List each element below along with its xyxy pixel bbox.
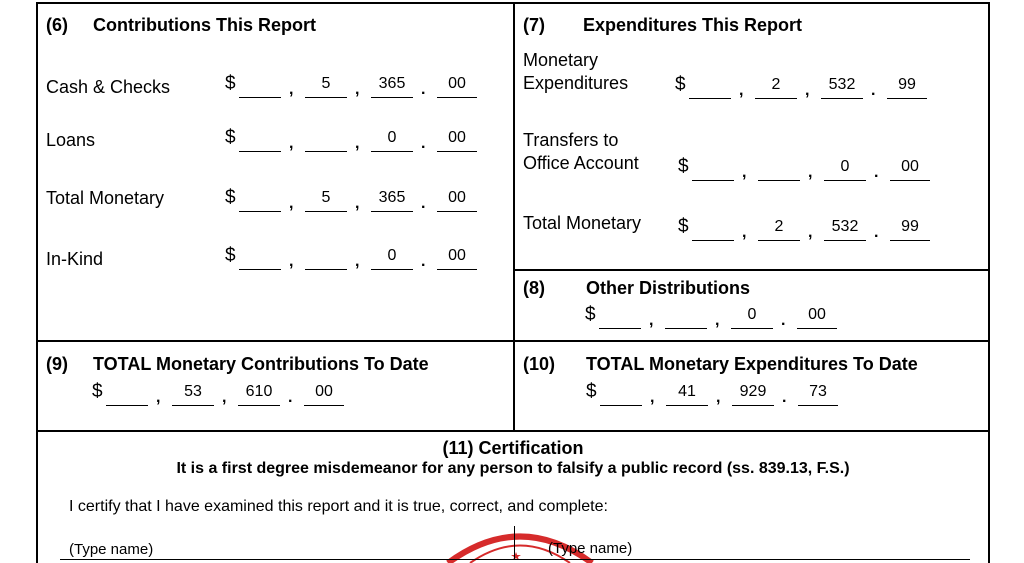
comma-separator: , [355,135,360,152]
decimal-point: . [421,81,426,98]
section-8-number: (8) [523,278,545,298]
label-total-monetary-6: Total Monetary [46,188,165,208]
label-loans: Loans [46,130,96,150]
amount-total-monetary-7-part-4[interactable]: 99 [890,218,930,241]
amount-transfers-part-4[interactable]: 00 [890,158,930,181]
decimal-point: . [288,389,293,406]
amount-total-expenditures-to-date-part-4[interactable]: 73 [798,383,838,406]
section-10-title: TOTAL Monetary Expenditures To Date [586,354,918,374]
amount-total-monetary-7-part-2[interactable]: 2 [758,218,800,241]
comma-separator: , [222,389,227,406]
section-10-number: (10) [523,354,556,374]
amount-total-monetary-6-part-2[interactable]: 5 [305,189,347,212]
section-9-title: TOTAL Monetary Contributions To Date [93,354,429,374]
amount-total-monetary-7-part-1[interactable] [692,218,734,241]
amount-total-contributions-to-date-part-1[interactable] [106,383,148,406]
comma-separator: , [808,224,813,241]
amount-in-kind-part-4[interactable]: 00 [437,247,477,270]
comma-separator: , [289,195,294,212]
amount-loans-part-3[interactable]: 0 [371,129,413,152]
amount-total-expenditures-to-date-part-2[interactable]: 41 [666,383,708,406]
decimal-point: . [874,164,879,181]
comma-separator: , [289,81,294,98]
dollar-sign: $ [678,216,689,237]
comma-separator: , [289,135,294,152]
label-expenditures: Expenditures [523,73,629,93]
label-cash-checks: Cash & Checks [46,77,171,97]
decimal-point: . [871,82,876,99]
middle-divider [513,2,515,430]
amount-other-distributions-part-1[interactable] [599,306,641,329]
decimal-point: . [782,389,787,406]
amount-in-kind-part-2[interactable] [305,247,347,270]
amount-total-monetary-7-part-3[interactable]: 532 [824,218,866,241]
comma-separator: , [355,195,360,212]
divider-7-8 [513,269,989,271]
amount-other-distributions-part-2[interactable] [665,306,707,329]
amount-cash-checks-part-3[interactable]: 365 [371,75,413,98]
decimal-point: . [874,224,879,241]
decimal-point: . [781,312,786,329]
amount-transfers-part-1[interactable] [692,158,734,181]
amount-in-kind-part-1[interactable] [239,247,281,270]
comma-separator: , [156,389,161,406]
decimal-point: . [421,253,426,270]
label-monetary: Monetary [523,50,599,70]
decimal-point: . [421,195,426,212]
label-office-account: Office Account [523,153,639,173]
amount-other-distributions-part-4[interactable]: 00 [797,306,837,329]
amount-transfers-part-3[interactable]: 0 [824,158,866,181]
comma-separator: , [649,312,654,329]
amount-loans-part-1[interactable] [239,129,281,152]
amount-loans-part-4[interactable]: 00 [437,129,477,152]
signature-line-right [515,559,970,560]
decimal-point: . [421,135,426,152]
divider-row-9 [37,340,989,342]
label-in-kind: In-Kind [46,249,104,269]
dollar-sign: $ [92,381,103,402]
section-8-title: Other Distributions [586,278,751,298]
signature-divider-tick [514,526,515,560]
amount-total-expenditures-to-date-part-1[interactable] [600,383,642,406]
label-total-monetary-7: Total Monetary [523,213,642,233]
comma-separator: , [739,82,744,99]
amount-monetary-expenditures-part-1[interactable] [689,76,731,99]
section-7-number: (7) [523,15,545,35]
dollar-sign: $ [225,73,236,94]
dollar-sign: $ [225,127,236,148]
dollar-sign: $ [586,381,597,402]
amount-cash-checks-part-2[interactable]: 5 [305,75,347,98]
comma-separator: , [808,164,813,181]
dollar-sign: $ [585,304,596,325]
section-6-title: Contributions This Report [93,15,316,35]
amount-transfers-part-2[interactable] [758,158,800,181]
amount-total-monetary-6-part-1[interactable] [239,189,281,212]
dollar-sign: $ [225,187,236,208]
comma-separator: , [742,164,747,181]
label-transfers-to: Transfers to [523,130,619,150]
amount-loans-part-2[interactable] [305,129,347,152]
comma-separator: , [355,81,360,98]
comma-separator: , [742,224,747,241]
comma-separator: , [289,253,294,270]
amount-monetary-expenditures-part-2[interactable]: 2 [755,76,797,99]
dollar-sign: $ [678,156,689,177]
amount-total-monetary-6-part-4[interactable]: 00 [437,189,477,212]
amount-total-monetary-6-part-3[interactable]: 365 [371,189,413,212]
certification-statement: I certify that I have examined this report and it is true, correct, and complete: [69,498,608,515]
amount-in-kind-part-3[interactable]: 0 [371,247,413,270]
right-border [988,2,990,563]
certification-warning: It is a first degree misdemeanor for any person to falsify a public record (ss. 839.13, F.S.) [176,460,850,477]
amount-monetary-expenditures-part-3[interactable]: 532 [821,76,863,99]
type-name-label-2: (Type name) [548,540,633,557]
amount-total-expenditures-to-date-part-3[interactable]: 929 [732,383,774,406]
comma-separator: , [355,253,360,270]
section-7-title: Expenditures This Report [583,15,803,35]
comma-separator: , [650,389,655,406]
amount-other-distributions-part-3[interactable]: 0 [731,306,773,329]
amount-cash-checks-part-4[interactable]: 00 [437,75,477,98]
signature-line-left [60,559,515,560]
comma-separator: , [715,312,720,329]
amount-total-contributions-to-date-part-3[interactable]: 610 [238,383,280,406]
amount-cash-checks-part-1[interactable] [239,75,281,98]
comma-separator: , [716,389,721,406]
comma-separator: , [805,82,810,99]
amount-total-contributions-to-date-part-4[interactable]: 00 [304,383,344,406]
certification-title: (11) Certification [442,438,584,458]
type-name-label-1: (Type name) [69,541,154,558]
dollar-sign: $ [225,245,236,266]
amount-total-contributions-to-date-part-2[interactable]: 53 [172,383,214,406]
section-6-number: (6) [46,15,68,35]
left-border [36,2,38,563]
amount-monetary-expenditures-part-4[interactable]: 99 [887,76,927,99]
divider-row-11 [37,430,989,432]
section-9-number: (9) [46,354,68,374]
dollar-sign: $ [675,74,686,95]
